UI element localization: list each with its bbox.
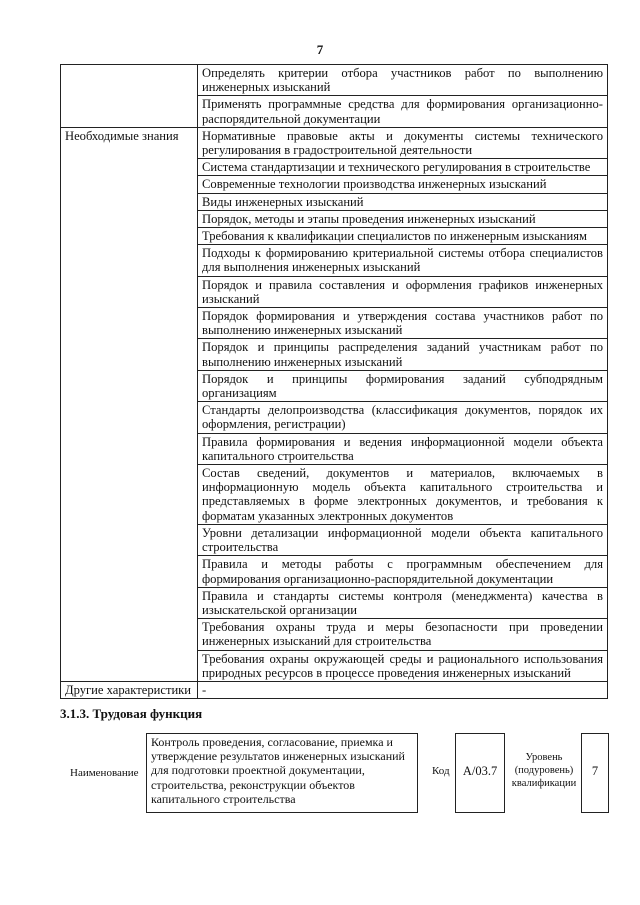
row-value: Стандарты делопроизводства (классификация документов, порядок их оформления, регистрации) [198,402,608,433]
table-row [61,681,608,698]
row-value: Нормативные правовые акты и документы системы технического регулирования в градостроительной деятельности [198,127,608,158]
row-value: Порядок формирования и утверждения состава участников работ по выполнению инженерных изысканий [198,308,608,339]
row-label [61,65,198,128]
name-label: Наименование [70,767,139,779]
row-value: Требования к квалификации специалистов по инженерным изысканиям [198,228,608,245]
row-value: Правила формирования и ведения информационной модели объекта капитального строительства [198,433,608,464]
labor-function-name: Контроль проведения, согласование, приемка и утверждение результатов инженерных изысканий для подготовки проектной документации, строительства, реконструкции объектов капитального строительства [146,733,418,813]
row-value: Подходы к формированию критериальной системы отбора специалистов для выполнения инженерных изысканий [198,245,608,276]
row-value: Требования охраны окружающей среды и рационального использования природных ресурсов в процессе проведения инженерных изысканий [198,650,608,681]
row-value: Применять программные средства для формирования организационно-распорядительной документации [198,96,608,127]
code-label: Код [432,765,450,777]
qualification-level: 7 [581,733,609,813]
level-label: Уровень (подуровень) квалификации [511,752,577,789]
page-number: 7 [316,42,324,57]
row-value: - [198,681,608,698]
row-label: Необходимые знания [61,127,198,681]
row-value: Уровни детализации информационной модели объекта капитального строительства [198,524,608,555]
row-value: Правила и стандарты системы контроля (менеджмента) качества в изыскательской организации [198,587,608,618]
row-value: Состав сведений, документов и материалов, включаемых в информационную модель объекта капитального строительства и представляемых в форме электронных документов, и требования к форматам указанных электронных документов [198,465,608,525]
row-value: Требования охраны труда и меры безопасности при проведении инженерных изысканий для строительства [198,619,608,650]
row-value: Порядок и принципы формирования заданий субподрядным организациям [198,370,608,401]
table-body [61,65,608,699]
table-row [61,65,608,96]
row-value: Определять критерии отбора участников работ по выполнению инженерных изысканий [198,65,608,96]
row-value: Система стандартизации и технического регулирования в строительстве [198,159,608,176]
row-value: Порядок и правила составления и оформления графиков инженерных изысканий [198,276,608,307]
table-row [61,127,608,158]
requirements-table [60,64,608,699]
row-label: Другие характеристики [61,681,198,698]
row-value: Порядок, методы и этапы проведения инженерных изысканий [198,210,608,227]
row-value: Порядок и принципы распределения заданий участникам работ по выполнению инженерных изысканий [198,339,608,370]
section-title: 3.1.3. Трудовая функция [60,706,203,721]
row-value: Правила и методы работы с программным обеспечением для формирования организационно-распорядительной документации [198,556,608,587]
row-value: Виды инженерных изысканий [198,193,608,210]
row-value: Современные технологии производства инженерных изысканий [198,176,608,193]
labor-function-code: А/03.7 [455,733,505,813]
